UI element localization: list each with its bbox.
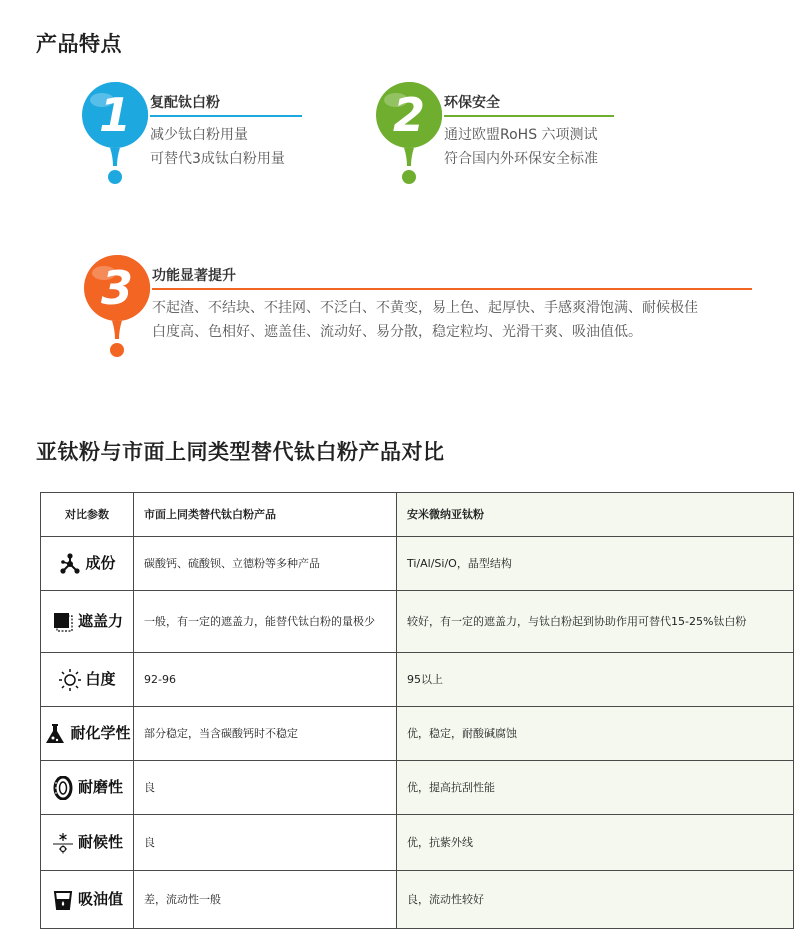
table-row xyxy=(41,871,794,929)
param-cell xyxy=(41,761,134,815)
oil-cup-icon xyxy=(51,888,75,912)
param-cell xyxy=(41,591,134,653)
param-cell xyxy=(41,707,134,761)
our-value: 95以上 xyxy=(397,653,794,707)
table-row xyxy=(41,537,794,591)
our-value: 良，流动性较好 xyxy=(397,871,794,929)
comparison-table xyxy=(40,492,794,929)
header-our-product: 安米微纳亚钛粉 xyxy=(397,493,794,537)
feature-2-underline xyxy=(444,115,614,117)
feature-1-underline xyxy=(150,115,302,117)
market-value: 碳酸钙、硫酸钡、立德粉等多种产品 xyxy=(134,537,397,591)
svg-text:3: 3 xyxy=(100,261,134,315)
market-value: 部分稳定，当含碳酸钙时不稳定 xyxy=(134,707,397,761)
feature-3-underline xyxy=(152,288,752,290)
param-cell xyxy=(41,871,134,929)
table-row xyxy=(41,815,794,871)
feature-2-line-2: 符合国内外环保安全标准 xyxy=(444,151,598,167)
molecule-icon xyxy=(58,552,82,576)
param-label: 成份 xyxy=(85,554,116,572)
table-header-row xyxy=(41,493,794,537)
svg-text:2: 2 xyxy=(392,88,426,142)
number-badge-1-icon xyxy=(82,82,152,192)
table-row xyxy=(41,707,794,761)
feature-3 xyxy=(84,255,784,365)
our-value: 较好，有一定的遮盖力，与钛白粉起到协助作用可替代15-25%钛白粉 xyxy=(397,591,794,653)
market-value: 一般，有一定的遮盖力，能替代钛白粉的量极少 xyxy=(134,591,397,653)
feature-3-line-1: 不起渣、不结块、不挂网、不泛白、不黄变，易上色、起厚快、手感爽滑饱满、耐候极佳 xyxy=(152,300,698,316)
param-label: 遮盖力 xyxy=(77,612,123,630)
svg-text:1: 1 xyxy=(98,88,132,142)
param-cell xyxy=(41,815,134,871)
market-value: 92-96 xyxy=(134,653,397,707)
feature-1-title: 复配钛白粉 xyxy=(150,95,220,111)
param-cell xyxy=(41,537,134,591)
param-label: 耐磨性 xyxy=(77,778,123,796)
our-value: 优，抗紫外线 xyxy=(397,815,794,871)
number-badge-2-icon xyxy=(376,82,446,192)
feature-3-title: 功能显著提升 xyxy=(152,268,236,284)
sun-icon xyxy=(58,668,82,692)
param-label: 耐化学性 xyxy=(70,724,131,742)
market-value: 差，流动性一般 xyxy=(134,871,397,929)
our-value: 优，稳定，耐酸碱腐蚀 xyxy=(397,707,794,761)
feature-1-line-2: 可替代3成钛白粉用量 xyxy=(150,151,285,167)
param-label: 耐候性 xyxy=(77,833,123,851)
features-title: 产品特点 xyxy=(36,32,122,56)
feature-1-line-1: 减少钛白粉用量 xyxy=(150,127,248,143)
feature-2-line-1: 通过欧盟RoHS 六项测试 xyxy=(444,127,598,143)
our-value: 优，提高抗刮性能 xyxy=(397,761,794,815)
cover-icon xyxy=(51,610,75,634)
header-param: 对比参数 xyxy=(41,493,134,537)
feature-1 xyxy=(82,82,322,192)
param-label: 白度 xyxy=(85,670,116,688)
table-row xyxy=(41,761,794,815)
number-badge-3-icon xyxy=(84,255,154,365)
flask-icon xyxy=(43,722,67,746)
market-value: 良 xyxy=(134,761,397,815)
comparison-title: 亚钛粉与市面上同类型替代钛白粉产品对比 xyxy=(36,440,445,464)
market-value: 良 xyxy=(134,815,397,871)
param-label: 吸油值 xyxy=(77,890,123,908)
feature-2 xyxy=(376,82,636,192)
feature-2-title: 环保安全 xyxy=(444,95,500,111)
feature-3-line-2: 白度高、色相好、遮盖佳、流动好、易分散，稳定粒均、光滑干爽、吸油值低。 xyxy=(152,324,642,340)
header-market-product: 市面上同类替代钛白粉产品 xyxy=(134,493,397,537)
table-row xyxy=(41,591,794,653)
tire-icon xyxy=(51,776,75,800)
weather-icon xyxy=(51,831,75,855)
param-cell xyxy=(41,653,134,707)
our-value: Ti/Al/Si/O，晶型结构 xyxy=(397,537,794,591)
table-row xyxy=(41,653,794,707)
